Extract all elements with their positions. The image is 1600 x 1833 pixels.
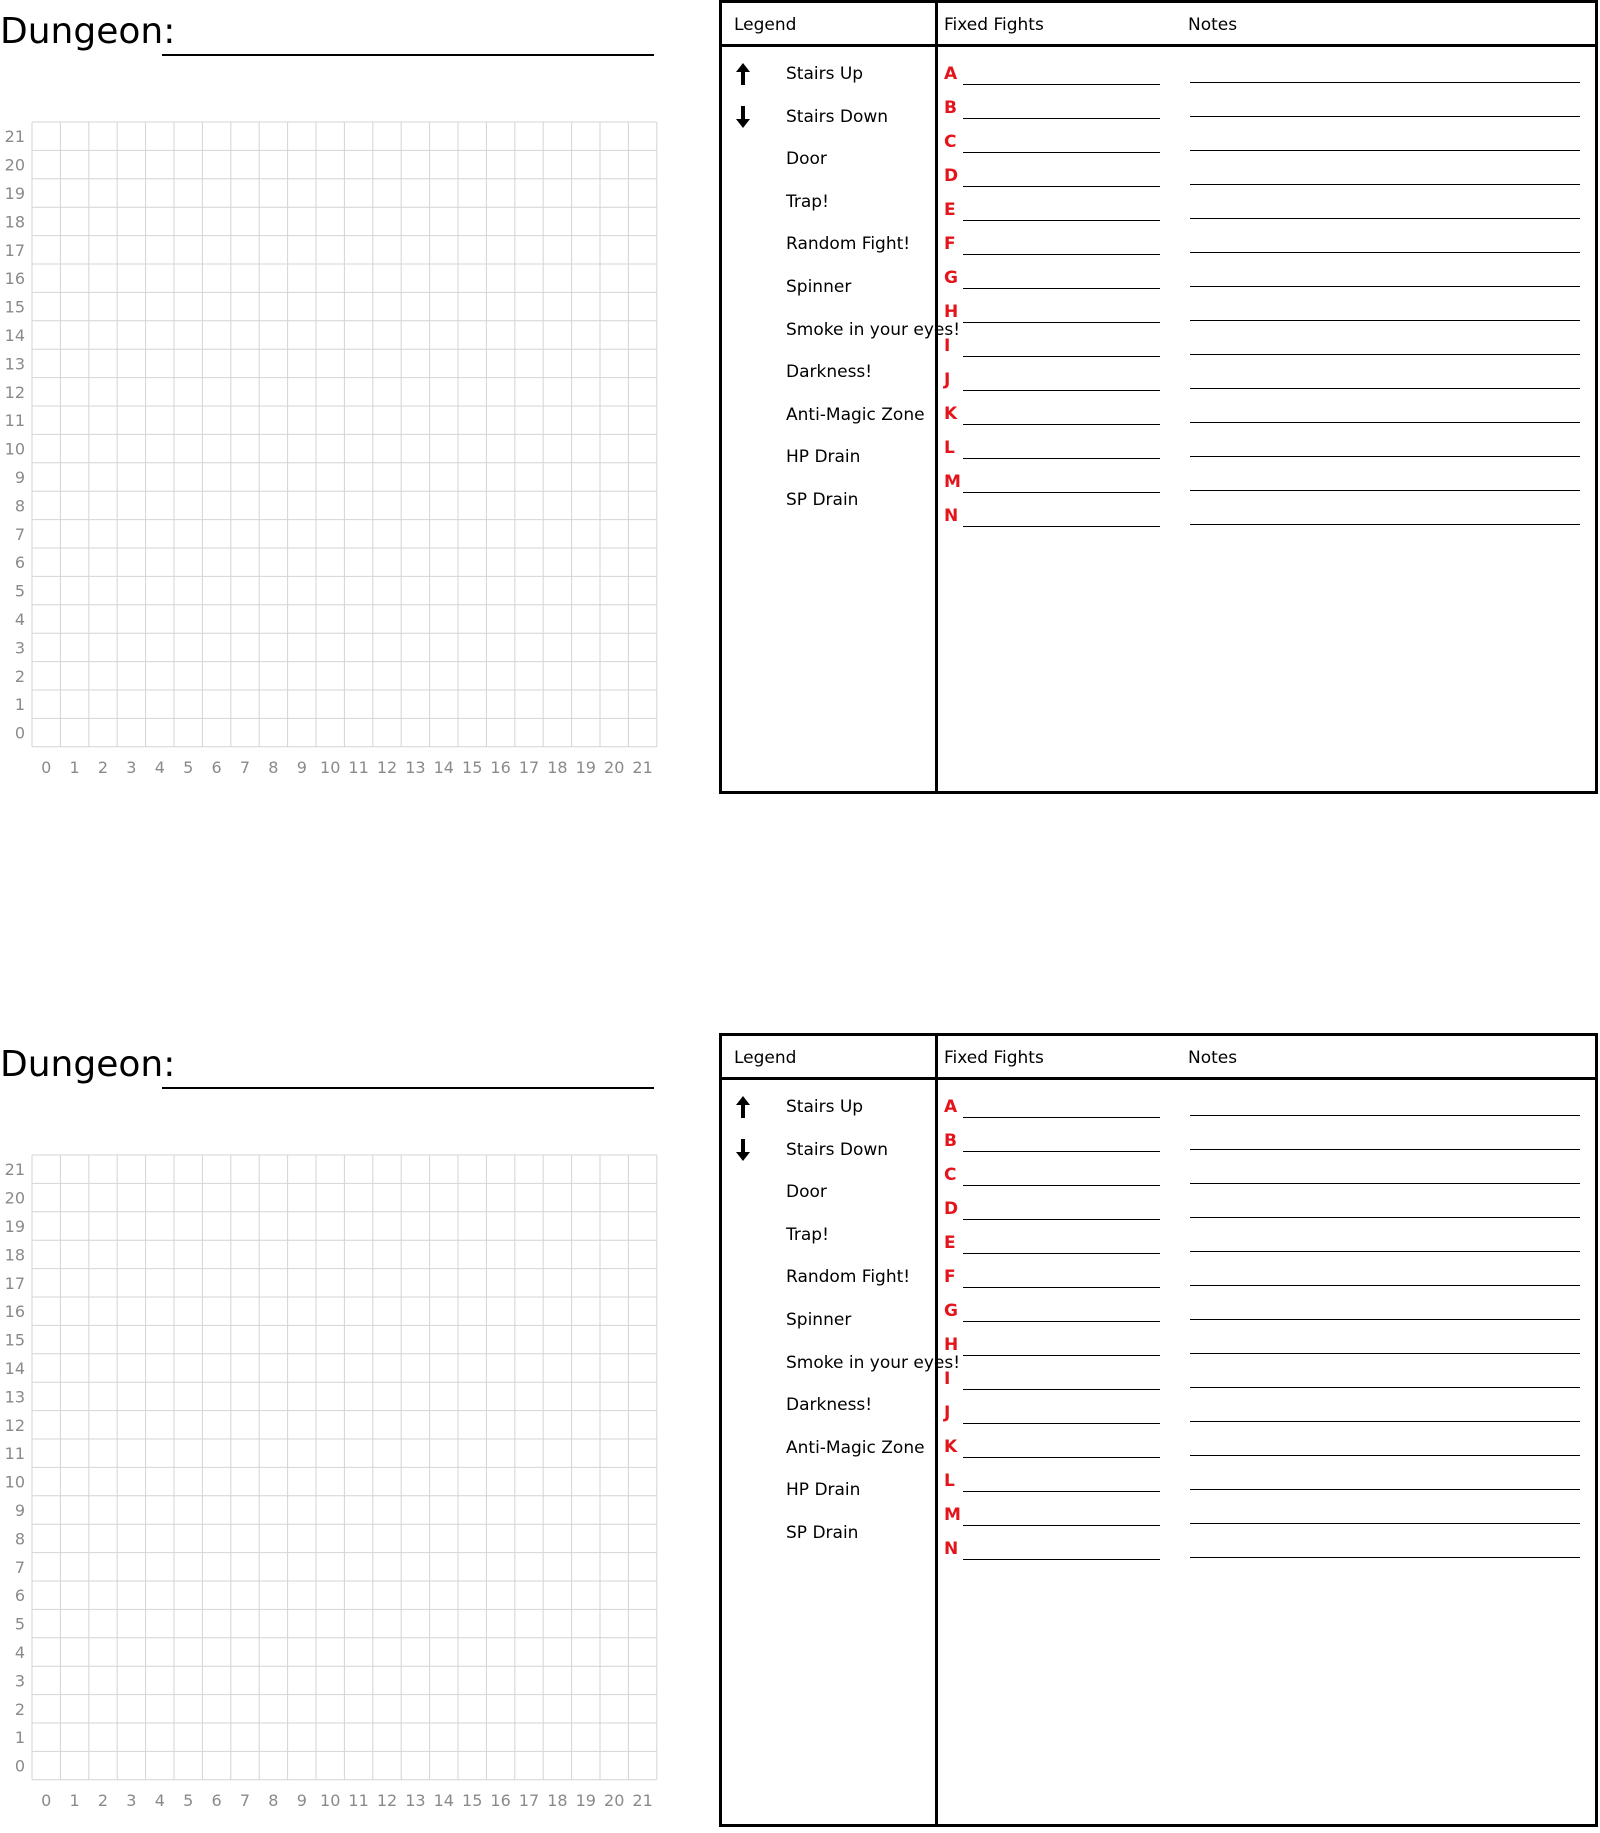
legend-panel (719, 0, 1598, 794)
grid-row-label: 11 (4, 411, 25, 431)
legend-item (734, 403, 930, 427)
grid-row-label: 12 (4, 382, 25, 402)
dungeon-name-field[interactable] (162, 1087, 654, 1089)
grid-row-label: 20 (4, 155, 25, 175)
legend-item-label: Stairs Up (786, 64, 864, 84)
legend-item-label: Spinner (786, 1310, 852, 1330)
legend-item (734, 1138, 930, 1162)
legend-item-label: Stairs Down (786, 1139, 889, 1160)
note-field[interactable] (1190, 1115, 1580, 1116)
grid-row-label: 4 (14, 1643, 25, 1662)
fixed-fight-letter: L (944, 438, 955, 458)
fixed-fight-letter: J (944, 1403, 951, 1423)
grid-col-label: 14 (433, 757, 454, 777)
fixed-fight-row (944, 470, 1584, 496)
grid-row-label: 17 (4, 1273, 25, 1293)
fixed-fight-field[interactable] (963, 322, 1160, 323)
fixed-fight-field[interactable] (963, 458, 1160, 459)
legend-item (734, 1095, 930, 1119)
fixed-fight-letter: J (944, 370, 951, 390)
arrow-up-icon (734, 1095, 752, 1119)
map-grid[interactable] (0, 112, 660, 782)
grid-col-label: 15 (462, 757, 483, 777)
fixed-fight-letter: C (944, 132, 957, 152)
note-field[interactable] (1190, 286, 1580, 287)
dungeon-sheet (0, 0, 1600, 800)
fixed-fight-row (944, 1333, 1584, 1359)
fixed-fight-field[interactable] (963, 1525, 1160, 1526)
fixed-fight-field[interactable] (963, 1151, 1160, 1152)
legend-item-label: Darkness! (786, 1395, 873, 1416)
legend-item-label: Anti-Magic Zone (786, 1437, 925, 1458)
legend-item (734, 1351, 961, 1375)
fixed-fight-field[interactable] (963, 492, 1160, 493)
grid-row-label: 10 (4, 439, 25, 459)
grid-row-label: 1 (14, 1728, 25, 1748)
fixed-fight-row (944, 266, 1584, 292)
note-field[interactable] (1190, 1217, 1580, 1218)
fixed-fight-row (944, 1435, 1584, 1461)
grid-col-label: 0 (41, 757, 52, 777)
grid-col-label: 12 (376, 757, 398, 777)
grid-row-label: 2 (14, 1699, 25, 1719)
note-field[interactable] (1190, 1353, 1580, 1354)
fixed-fight-row (944, 130, 1584, 156)
fixed-fight-row (944, 96, 1584, 122)
grid-row-label: 7 (14, 524, 25, 544)
grid-col-label: 8 (268, 1790, 279, 1810)
fixed-fight-letter: A (944, 1097, 958, 1117)
fixed-fight-field[interactable] (963, 424, 1160, 425)
legend-item-label: Smoke in your eyes! (786, 1352, 961, 1373)
map-grid[interactable] (0, 1145, 660, 1815)
fixed-fight-field[interactable] (963, 186, 1160, 187)
legend-item-label: HP Drain (786, 447, 861, 468)
legend-item-label: Door (786, 149, 827, 170)
panel-divider (935, 1036, 938, 1824)
grid-row-label: 7 (14, 1557, 25, 1577)
legend-item (734, 360, 930, 384)
grid-row-label: 5 (14, 581, 25, 601)
fixed-fight-letter: I (944, 336, 951, 356)
fixed-fight-letter: G (944, 1301, 958, 1321)
panel-header-rule (722, 1077, 1595, 1080)
fixed-fight-letter: L (944, 1471, 955, 1491)
grid-col-label: 10 (320, 757, 341, 777)
fixed-fight-row (944, 164, 1584, 190)
note-field[interactable] (1190, 1421, 1580, 1422)
legend-item (734, 1521, 930, 1545)
fixed-fight-letter: I (944, 1369, 951, 1389)
note-field[interactable] (1190, 320, 1580, 321)
note-field[interactable] (1190, 422, 1580, 423)
fixed-fight-row (944, 1503, 1584, 1529)
legend-item-label: Trap! (786, 1224, 829, 1245)
legend-item (734, 1436, 930, 1460)
dungeon-title-label: Dungeon: (0, 11, 176, 52)
grid-row-label: 21 (4, 127, 25, 147)
panel-header-rule (722, 44, 1595, 47)
note-field[interactable] (1190, 218, 1580, 219)
grid-row-label: 9 (14, 468, 25, 487)
note-field[interactable] (1190, 1557, 1580, 1558)
note-field[interactable] (1190, 252, 1580, 253)
grid-row-label: 21 (4, 1160, 25, 1180)
fixed-fight-letter: K (944, 404, 958, 424)
grid-col-label: 11 (348, 1790, 369, 1810)
grid-row-label: 0 (14, 1756, 25, 1776)
fixed-fight-field[interactable] (963, 1389, 1160, 1390)
note-field[interactable] (1190, 456, 1580, 457)
fixed-fight-row (944, 1129, 1584, 1155)
grid-col-label: 13 (405, 757, 426, 777)
fixed-fight-row (944, 436, 1584, 462)
arrow-down-icon (734, 1138, 752, 1162)
grid-row-label: 4 (14, 610, 25, 629)
grid-col-label: 1 (69, 757, 80, 777)
grid-col-label: 19 (575, 1790, 596, 1810)
fixed-fight-letter: M (944, 472, 961, 492)
legend-item-label: Stairs Down (786, 106, 889, 127)
grid-row-label: 13 (4, 1387, 25, 1407)
grid-row-label: 3 (14, 1671, 25, 1691)
grid-col-label: 6 (211, 1790, 222, 1810)
legend-item (734, 1180, 930, 1204)
grid-col-label: 19 (575, 757, 596, 777)
grid-row-label: 14 (4, 326, 25, 345)
fixed-fight-field[interactable] (963, 1355, 1160, 1356)
grid-col-label: 2 (97, 1790, 109, 1810)
grid-row-label: 3 (14, 638, 25, 658)
fixed-fight-field[interactable] (963, 1457, 1160, 1458)
grid-col-label: 12 (376, 1790, 398, 1810)
grid-col-label: 5 (183, 757, 194, 777)
fixed-fight-field[interactable] (963, 1117, 1160, 1118)
fixed-fight-letter: H (944, 1335, 959, 1355)
grid-col-label: 5 (183, 1790, 194, 1810)
note-field[interactable] (1190, 1285, 1580, 1286)
fixed-fight-field[interactable] (963, 84, 1160, 85)
grid-col-label: 1 (69, 1790, 80, 1810)
legend-item-label: SP Drain (786, 490, 859, 510)
grid-col-label: 4 (154, 1790, 165, 1810)
fixed-fight-row (944, 1537, 1584, 1563)
dungeon-name-field[interactable] (162, 54, 654, 56)
grid-col-label: 17 (518, 1790, 540, 1810)
legend-item (734, 1393, 930, 1417)
fixed-fight-letter: N (944, 506, 959, 526)
grid-col-label: 4 (154, 757, 165, 777)
grid-col-label: 3 (126, 1790, 137, 1810)
grid-row-label: 14 (4, 1359, 25, 1378)
grid-row-label: 19 (4, 184, 25, 203)
fixed-fight-letter: F (944, 234, 956, 254)
fixed-fight-letter: N (944, 1539, 959, 1559)
grid-row-label: 18 (4, 212, 25, 232)
grid-col-label: 8 (268, 757, 279, 777)
note-field[interactable] (1190, 82, 1580, 83)
notes-header: Notes (1188, 15, 1238, 35)
legend-header: Legend (734, 1048, 797, 1068)
fixed-fight-row (944, 334, 1584, 360)
fixed-fight-row (944, 1401, 1584, 1427)
fixed-fight-letter: M (944, 1505, 961, 1525)
fixed-fight-field[interactable] (963, 1321, 1160, 1322)
grid-col-label: 6 (211, 757, 222, 777)
grid-col-label: 21 (632, 757, 653, 777)
dungeon-title-row (0, 1041, 660, 1097)
fixed-fight-row (944, 504, 1584, 530)
grid-row-label: 17 (4, 240, 25, 260)
notes-header: Notes (1188, 1048, 1238, 1068)
legend-item-label: Smoke in your eyes! (786, 319, 961, 340)
grid-row-label: 15 (4, 1330, 25, 1350)
grid-col-label: 7 (239, 1790, 251, 1810)
grid-col-label: 16 (490, 1790, 511, 1810)
grid-col-label: 20 (604, 1790, 625, 1810)
dungeon-title-row (0, 8, 660, 64)
fixed-fight-field[interactable] (963, 152, 1160, 153)
legend-item-label: Random Fight! (786, 1267, 911, 1288)
legend-item-label: Stairs Up (786, 1097, 864, 1117)
legend-item (734, 232, 930, 256)
arrow-up-icon (734, 62, 752, 86)
grid-row-label: 2 (14, 666, 25, 686)
legend-header: Legend (734, 15, 797, 35)
legend-item-label: HP Drain (786, 1480, 861, 1501)
note-field[interactable] (1190, 1149, 1580, 1150)
note-field[interactable] (1190, 490, 1580, 491)
legend-item-label: Anti-Magic Zone (786, 404, 925, 425)
fixed-fight-letter: B (944, 98, 957, 118)
grid-col-label: 3 (126, 757, 137, 777)
grid-row-label: 20 (4, 1188, 25, 1208)
legend-item-label: Spinner (786, 277, 852, 297)
legend-item-label: Darkness! (786, 362, 873, 383)
note-field[interactable] (1190, 354, 1580, 355)
fixed-fight-field[interactable] (963, 1253, 1160, 1254)
legend-item (734, 1308, 930, 1332)
legend-item (734, 488, 930, 512)
grid-col-label: 13 (405, 1790, 426, 1810)
fixed-fight-row (944, 232, 1584, 258)
fixed-fight-field[interactable] (963, 118, 1160, 119)
fixed-fight-letter: B (944, 1131, 957, 1151)
fixed-fight-field[interactable] (963, 1185, 1160, 1186)
fixed-fight-letter: A (944, 64, 958, 84)
fixed-fight-field[interactable] (963, 288, 1160, 289)
grid-row-label: 16 (4, 1302, 25, 1322)
grid-col-label: 7 (239, 757, 251, 777)
grid-col-label: 21 (632, 1790, 653, 1810)
legend-item-label: Door (786, 1182, 827, 1203)
grid-col-label: 18 (547, 1790, 568, 1810)
fixed-fight-field[interactable] (963, 1219, 1160, 1220)
grid-col-label: 20 (604, 757, 625, 777)
note-field[interactable] (1190, 1455, 1580, 1456)
fixed-fight-field[interactable] (963, 356, 1160, 357)
dungeon-sheet (0, 1033, 1600, 1833)
note-field[interactable] (1190, 116, 1580, 117)
grid-col-label: 10 (320, 1790, 341, 1810)
fixed-fight-letter: H (944, 302, 959, 322)
fixed-fight-row (944, 1265, 1584, 1291)
grid-col-label: 14 (433, 1790, 454, 1810)
fixed-fight-field[interactable] (963, 254, 1160, 255)
grid-row-label: 6 (14, 553, 25, 573)
grid-row-label: 9 (14, 1501, 25, 1520)
grid-row-label: 11 (4, 1444, 25, 1464)
grid-row-label: 5 (14, 1614, 25, 1634)
legend-item (734, 62, 930, 86)
grid-col-label: 18 (547, 757, 568, 777)
grid-col-label: 11 (348, 757, 369, 777)
fixed-fight-row (944, 1231, 1584, 1257)
fixed-fight-row (944, 1197, 1584, 1223)
fixed-fight-row (944, 1367, 1584, 1393)
fixed-fight-row (944, 402, 1584, 428)
fixed-fight-row (944, 368, 1584, 394)
note-field[interactable] (1190, 150, 1580, 151)
fixed-fight-row (944, 1299, 1584, 1325)
note-field[interactable] (1190, 1523, 1580, 1524)
legend-item (734, 190, 930, 214)
fixed-fight-letter: E (944, 1233, 956, 1253)
grid-row-label: 1 (14, 695, 25, 715)
grid-col-label: 0 (41, 1790, 52, 1810)
note-field[interactable] (1190, 1489, 1580, 1490)
grid-row-label: 10 (4, 1472, 25, 1492)
fixed-fight-letter: K (944, 1437, 958, 1457)
fixed-fight-letter: D (944, 166, 959, 186)
grid-row-label: 8 (14, 496, 25, 516)
legend-item (734, 1265, 930, 1289)
fixed-fight-row (944, 62, 1584, 88)
fixed-fight-field[interactable] (963, 1491, 1160, 1492)
note-field[interactable] (1190, 1251, 1580, 1252)
fixed-fight-row (944, 1163, 1584, 1189)
fixed-fight-letter: D (944, 1199, 959, 1219)
grid-row-label: 13 (4, 354, 25, 374)
arrow-down-icon (734, 105, 752, 129)
legend-item (734, 318, 961, 342)
fixed-fight-letter: C (944, 1165, 957, 1185)
fixed-fight-field[interactable] (963, 390, 1160, 391)
fixed-fight-field[interactable] (963, 220, 1160, 221)
fixed-fight-row (944, 300, 1584, 326)
grid-row-label: 0 (14, 723, 25, 743)
grid-col-label: 2 (97, 757, 109, 777)
grid-col-label: 9 (296, 1790, 307, 1810)
legend-item (734, 1478, 930, 1502)
note-field[interactable] (1190, 1387, 1580, 1388)
legend-item (734, 445, 930, 469)
fixed-fight-letter: G (944, 268, 958, 288)
grid-col-label: 16 (490, 757, 511, 777)
grid-col-label: 17 (518, 757, 540, 777)
grid-row-label: 12 (4, 1415, 25, 1435)
note-field[interactable] (1190, 1319, 1580, 1320)
fixed-fight-field[interactable] (963, 526, 1160, 527)
fixed-fight-field[interactable] (963, 1287, 1160, 1288)
legend-item (734, 1223, 930, 1247)
fixed-fight-field[interactable] (963, 1559, 1160, 1560)
legend-item (734, 105, 930, 129)
grid-row-label: 8 (14, 1529, 25, 1549)
grid-row-label: 6 (14, 1586, 25, 1606)
grid-col-label: 9 (296, 757, 307, 777)
grid-row-label: 18 (4, 1245, 25, 1265)
grid-col-label: 15 (462, 1790, 483, 1810)
grid-row-label: 15 (4, 297, 25, 317)
grid-row-label: 19 (4, 1217, 25, 1236)
fixed-fights-header: Fixed Fights (944, 1048, 1044, 1068)
legend-panel (719, 1033, 1598, 1827)
fixed-fights-header: Fixed Fights (944, 15, 1044, 35)
legend-item-label: Trap! (786, 191, 829, 212)
fixed-fight-row (944, 1095, 1584, 1121)
fixed-fight-row (944, 1469, 1584, 1495)
note-field[interactable] (1190, 388, 1580, 389)
legend-item (734, 275, 930, 299)
note-field[interactable] (1190, 184, 1580, 185)
grid-row-label: 16 (4, 269, 25, 289)
fixed-fight-letter: F (944, 1267, 956, 1287)
fixed-fight-row (944, 198, 1584, 224)
fixed-fight-letter: E (944, 200, 956, 220)
note-field[interactable] (1190, 524, 1580, 525)
note-field[interactable] (1190, 1183, 1580, 1184)
dungeon-title-label: Dungeon: (0, 1044, 176, 1085)
panel-divider (935, 3, 938, 791)
legend-item-label: Random Fight! (786, 234, 911, 255)
fixed-fight-field[interactable] (963, 1423, 1160, 1424)
legend-item-label: SP Drain (786, 1523, 859, 1543)
legend-item (734, 147, 930, 171)
